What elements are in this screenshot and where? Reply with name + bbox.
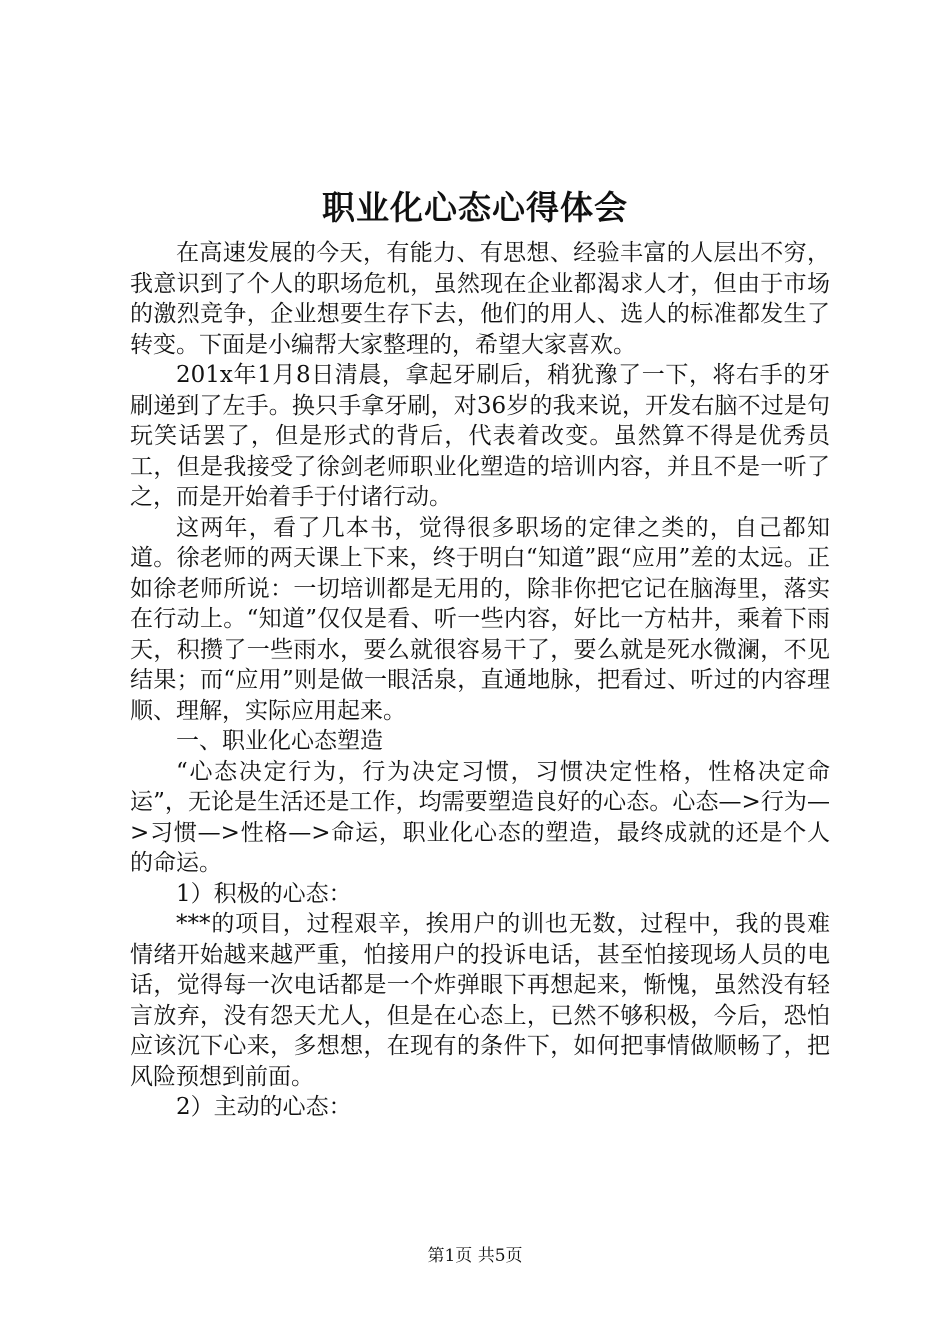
page-indicator: 第1页 共5页 bbox=[427, 1246, 523, 1266]
paragraph-mindset: “心态决定行为，行为决定习惯，习惯决定性格，性格决定命运”，无论是生活还是工作，均需要塑造良好的心态。心态—>行为—>习惯—>性格—>命运，职业化心态的塑造，最终成就的还是个人的命运。 bbox=[130, 758, 830, 876]
paragraph-intro: 在高速发展的今天，有能力、有思想、经验丰富的人层出不穷，我意识到了个人的职场危机，虽然现在企业都渴求人才，但由于市场的激烈竞争，企业想要生存下去，他们的用人、选人的标准都发生了转变。下面是小编帮大家整理的，希望大家喜欢。 bbox=[130, 240, 830, 358]
paragraph-positive: ***的项目，过程艰辛，挨用户的训也无数，过程中，我的畏难情绪开始越来越严重，怕接用户的投诉电话，甚至怕接现场人员的电话，觉得每一次电话都是一个炸弹眼下再想起来，惭愧，虽然没有轻言放弃，没有怨天尤人，但是在心态上，已然不够积极，今后，恐怕应该沉下心来，多想想，在现有的条件下，如何把事情做顺畅了，把风险预想到前面。 bbox=[130, 911, 830, 1090]
subheading-proactive: 2）主动的心态： bbox=[176, 1094, 352, 1120]
document-title: 职业化心态心得体会 bbox=[322, 188, 628, 227]
document-body bbox=[130, 238, 830, 1123]
section-heading-mindset: 一、职业化心态塑造 bbox=[176, 728, 383, 754]
subheading-positive: 1）积极的心态： bbox=[176, 880, 352, 907]
paragraph-toothbrush: 201x年1月8日清晨，拿起牙刷后，稍犹豫了一下，将右手的牙刷递到了左手。换只手拿牙刷，对36岁的我来说，开发右脑不过是句玩笑话罢了，但是形式的背后，代表着改变。虽然算不得是优秀员工，但是我接受了徐剑老师职业化塑造的培训内容，并且不是一听了之，而是开始着手于付诸行动。 bbox=[130, 362, 830, 510]
paragraph-knowing-vs-applying: 这两年，看了几本书，觉得很多职场的定律之类的，自己都知道。徐老师的两天课上下来，终于明白“知道”跟“应用”差的太远。正如徐老师所说：一切培训都是无用的，除非你把它记在脑海里，落实在行动上。“知道”仅仅是看、听一些内容，好比一方枯井，乘着下雨天，积攒了一些雨水，要么就很容易干了，要么就是死水微澜，不见结果；而“应用”则是做一眼活泉，直通地脉，把看过、听过的内容理顺、理解，实际应用起来。 bbox=[130, 514, 830, 724]
